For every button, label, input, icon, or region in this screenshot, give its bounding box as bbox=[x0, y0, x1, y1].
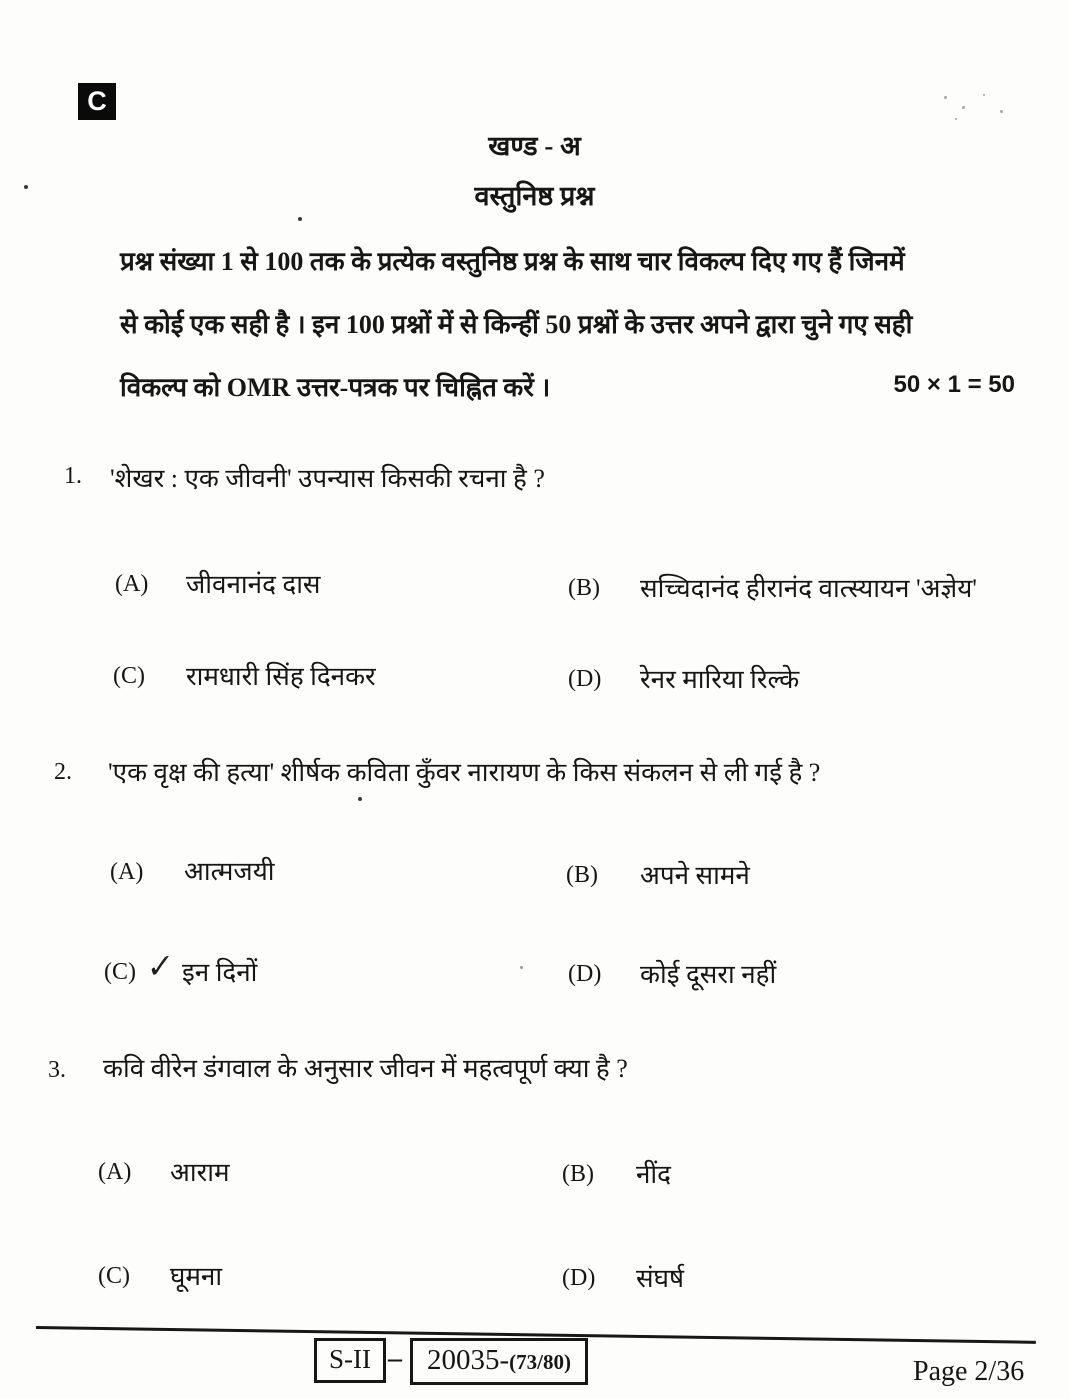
q1-option-a-label: (A) bbox=[115, 571, 149, 597]
q1-option-c-text: रामधारी सिंह दिनकर bbox=[186, 662, 376, 691]
q2-option-a-label: (A) bbox=[110, 859, 144, 885]
q2-option-b-label: (B) bbox=[566, 862, 598, 888]
q3-option-d-label: (D) bbox=[562, 1265, 596, 1291]
answer-checkmark: ✓ bbox=[146, 945, 175, 987]
q3-option-b-label: (B) bbox=[562, 1161, 594, 1187]
section-title: खण्ड - अ bbox=[488, 131, 581, 161]
page-number: Page 2/36 bbox=[913, 1356, 1025, 1387]
question-1-number: 1. bbox=[64, 463, 82, 489]
q1-option-c-label: (C) bbox=[113, 663, 145, 689]
instructions-line-1: प्रश्न संख्या 1 से 100 तक के प्रत्येक वस्तुनिष्ठ प्रश्न के साथ चार विकल्प दिए गए हैं जिनमें bbox=[120, 247, 905, 276]
section-subtitle: वस्तुनिष्ठ प्रश्न bbox=[474, 181, 595, 211]
paper-code: S-II bbox=[329, 1344, 371, 1374]
question-2-number: 2. bbox=[54, 759, 72, 785]
scan-artifact-dot bbox=[520, 966, 523, 969]
booklet-number-main: 20035- bbox=[427, 1344, 510, 1376]
paper-code-box bbox=[314, 1338, 386, 1383]
instructions-line-3: विकल्प को OMR उत्तर-पत्रक पर चिह्नित करें । bbox=[120, 373, 551, 402]
q1-option-a-text: जीवनानंद दास bbox=[186, 570, 321, 599]
q3-option-a-label: (A) bbox=[98, 1159, 132, 1185]
scan-artifact-dot bbox=[358, 797, 362, 801]
instructions-line-2: से कोई एक सही है । इन 100 प्रश्नों में से किन्हीं 50 प्रश्नों के उत्तर अपने द्वारा चुने गए सही bbox=[120, 310, 913, 339]
scan-artifact-dot bbox=[298, 217, 302, 221]
q1-option-b-text: सच्चिदानंद हीरानंद वात्स्यायन 'अज्ञेय' bbox=[640, 574, 977, 603]
question-2-text: 'एक वृक्ष की हत्या' शीर्षक कविता कुँवर नारायण के किस संकलन से ली गई है ? bbox=[108, 758, 821, 787]
question-3-number: 3. bbox=[48, 1057, 66, 1083]
question-1-text: 'शेखर : एक जीवनी' उपन्यास किसकी रचना है ? bbox=[110, 464, 545, 493]
booklet-code-box bbox=[78, 83, 116, 120]
q3-option-b-text: नींद bbox=[636, 1160, 671, 1189]
q2-option-d-label: (D) bbox=[568, 961, 602, 987]
q3-option-c-label: (C) bbox=[98, 1263, 130, 1289]
marks-scheme: 50 × 1 = 50 bbox=[893, 371, 1015, 398]
q2-option-c-label: (C) bbox=[104, 959, 136, 985]
q3-option-d-text: संघर्ष bbox=[636, 1264, 684, 1293]
q3-option-a-text: आराम bbox=[170, 1158, 230, 1187]
q1-option-d-label: (D) bbox=[568, 666, 602, 692]
q2-option-c-text: इन दिनों bbox=[182, 958, 258, 987]
q2-option-a-text: आत्मजयी bbox=[184, 857, 275, 886]
booklet-code: C bbox=[87, 86, 107, 116]
q2-option-b-text: अपने सामने bbox=[640, 861, 750, 890]
q1-option-b-label: (B) bbox=[568, 575, 600, 601]
scan-artifact-dot bbox=[24, 185, 28, 189]
q3-option-c-text: घूमना bbox=[170, 1262, 223, 1291]
booklet-number-sub: (73/80) bbox=[509, 1350, 571, 1374]
footer-separator: – bbox=[388, 1343, 402, 1374]
question-3-text: कवि वीरेन डंगवाल के अनुसार जीवन में महत्वपूर्ण क्या है ? bbox=[103, 1054, 628, 1083]
q1-option-d-text: रेनर मारिया रिल्के bbox=[640, 665, 800, 694]
booklet-number-box bbox=[410, 1338, 588, 1385]
q2-option-d-text: कोई दूसरा नहीं bbox=[640, 960, 777, 989]
